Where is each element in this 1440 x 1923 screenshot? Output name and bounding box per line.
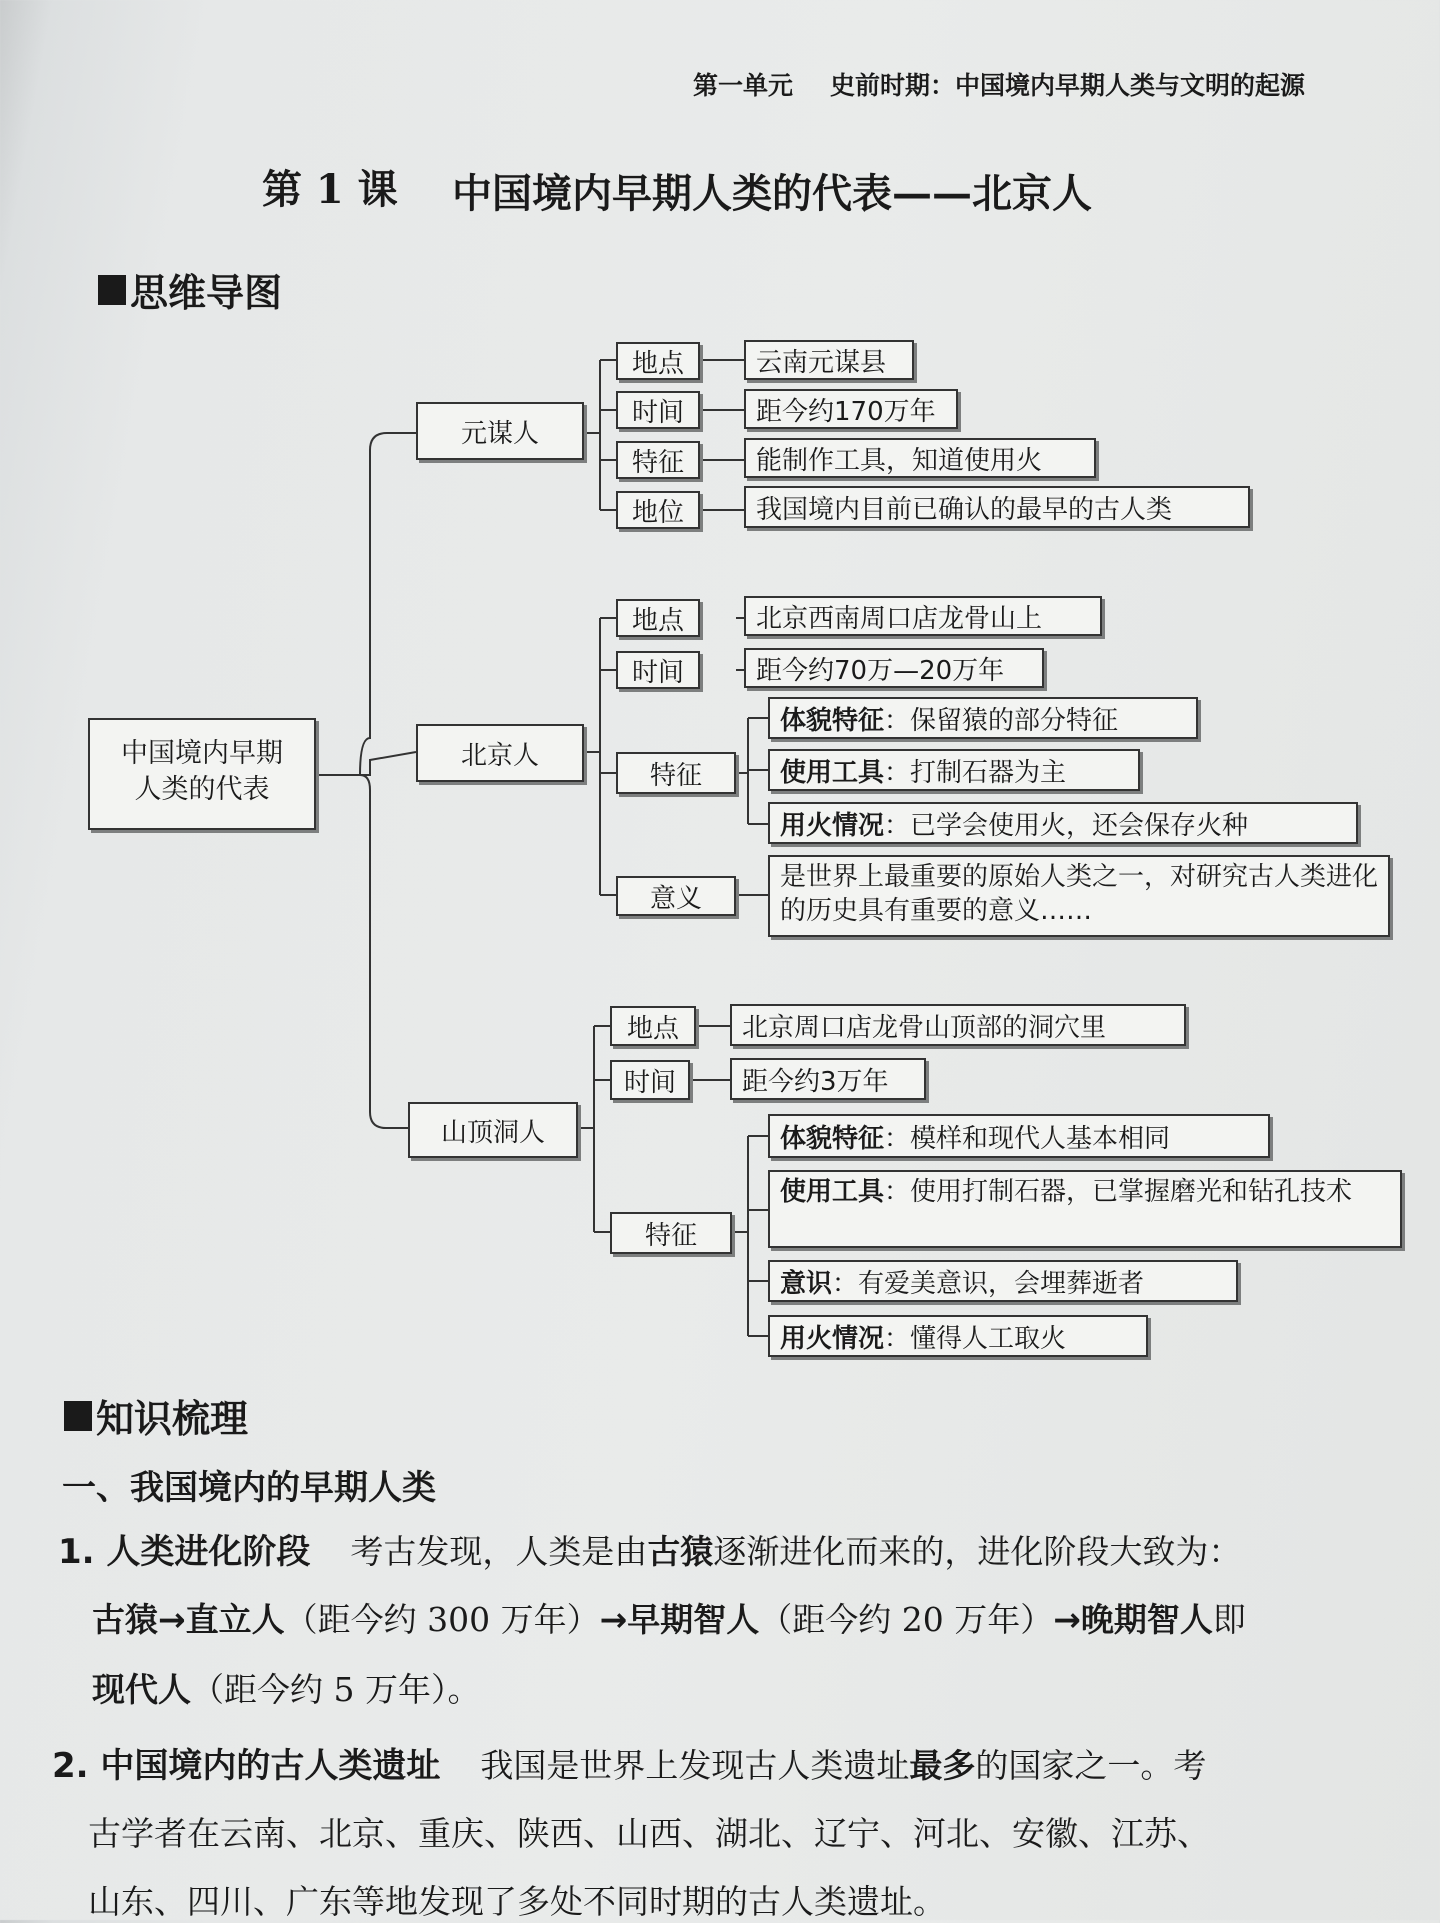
beijing-place-value: 北京西南周口店龙骨山上 — [744, 596, 1102, 636]
evolution-bold-ape: 古猿 — [647, 1532, 714, 1571]
sites-line-1 — [52, 1738, 1206, 1787]
evolution-date-1: （距今约 300 万年） — [284, 1600, 600, 1639]
unit-title: 史前时期：中国境内早期人类与文明的起源 — [830, 71, 1306, 100]
beijing-significance-key: 意义 — [616, 876, 736, 916]
evolution-ji: 即 — [1212, 1600, 1246, 1639]
evolution-line-3 — [92, 1664, 480, 1711]
shanding-time-key: 时间 — [610, 1060, 690, 1100]
yuanmou-time-value: 距今约170万年 — [744, 389, 958, 429]
shanding-tools-value: ：使用打制石器，已掌握磨光和钻孔技术 — [884, 1177, 1353, 1207]
unit-label: 第一单元 — [693, 71, 794, 100]
evolution-line-2 — [92, 1594, 1246, 1641]
heading-square-icon — [64, 1401, 92, 1431]
shanding-awareness-key: 意识 — [780, 1268, 833, 1299]
knowledge-heading — [64, 1388, 248, 1443]
shanding-appearance-key: 体貌特征 — [780, 1123, 885, 1154]
evolution-text-a: 考古发现，人类是由 — [350, 1532, 648, 1571]
beijing-appearance-value: ：保留猿的部分特征 — [884, 705, 1119, 736]
sites-line-3: 山东、四川、广东等地发现了多处不同时期的古人类遗址。 — [88, 1882, 946, 1921]
evolution-date-2: （距今约 20 万年） — [759, 1600, 1054, 1639]
shanding-awareness-value: ：有爱美意识，会埋葬逝者 — [832, 1268, 1145, 1299]
yuanmou-status-value: 我国境内目前已确认的最早的古人类 — [744, 486, 1250, 528]
shanding-feature-key: 特征 — [610, 1212, 732, 1254]
evolution-stage-2: →早期智人 — [599, 1600, 760, 1639]
beijing-feature-fire — [768, 802, 1358, 844]
yuanmou-feature-value: 能制作工具，知道使用火 — [744, 438, 1096, 478]
shanding-appearance-value: ：模样和现代人基本相同 — [884, 1123, 1171, 1154]
beijing-feature-appearance — [768, 697, 1198, 739]
beijing-fire-value: ：已学会使用火，还会保存火种 — [884, 810, 1249, 841]
beijing-fire-key: 用火情况 — [780, 810, 885, 841]
node-shanding: 山顶洞人 — [408, 1102, 578, 1158]
beijing-significance-value: 是世界上最重要的原始人类之一，对研究古人类进化的历史具有重要的意义…… — [768, 855, 1390, 937]
sites-bold-most: 最多 — [909, 1746, 976, 1785]
knowledge-heading-text: 知识梳理 — [96, 1397, 249, 1441]
shanding-tools-key: 使用工具 — [780, 1177, 885, 1207]
node-yuanmou: 元谋人 — [416, 402, 584, 460]
evolution-stage-1: 古猿→直立人 — [92, 1600, 285, 1639]
yuanmou-status-key: 地位 — [616, 491, 700, 529]
evolution-label: 1. 人类进化阶段 — [58, 1532, 311, 1572]
evolution-text-c: 逐渐进化而来的，进化阶段大致为： — [713, 1532, 1242, 1571]
lesson-title: 中国境内早期人类的代表——北京人 — [452, 170, 1092, 217]
shanding-fire-value: ：懂得人工取火 — [884, 1323, 1067, 1354]
evolution-line-1 — [58, 1524, 1241, 1573]
shanding-feature-fire — [768, 1315, 1148, 1357]
beijing-feature-key: 特征 — [616, 752, 736, 794]
beijing-feature-tools — [768, 749, 1140, 791]
sites-text-c: 的国家之一。考 — [975, 1746, 1207, 1785]
evolution-date-3: （距今约 5 万年）。 — [191, 1670, 481, 1709]
beijing-time-value: 距今约70万—20万年 — [744, 648, 1044, 688]
sites-label: 2. 中国境内的古人类遗址 — [52, 1746, 441, 1786]
shanding-feature-appearance — [768, 1114, 1270, 1158]
mindmap-root: 中国境内早期 人类的代表 — [88, 718, 316, 830]
evolution-stage-3: →晚期智人 — [1053, 1600, 1213, 1639]
yuanmou-place-value: 云南元谋县 — [744, 340, 914, 380]
mindmap-heading-text: 思维导图 — [130, 271, 283, 315]
shanding-fire-key: 用火情况 — [780, 1323, 885, 1354]
sites-line-2: 古学者在云南、北京、重庆、陕西、山西、湖北、辽宁、河北、安徽、江苏、 — [88, 1814, 1210, 1853]
section-heading: 一、我国境内的早期人类 — [62, 1468, 436, 1508]
yuanmou-time-key: 时间 — [616, 391, 700, 429]
node-beijing: 北京人 — [416, 724, 584, 782]
beijing-appearance-key: 体貌特征 — [780, 705, 885, 736]
shanding-feature-tools — [768, 1170, 1402, 1248]
shanding-feature-awareness — [768, 1260, 1238, 1302]
lesson-number: 第 1 课 — [262, 166, 398, 213]
beijing-place-key: 地点 — [616, 599, 700, 637]
yuanmou-feature-key: 特征 — [616, 441, 700, 479]
shanding-place-value: 北京周口店龙骨山顶部的洞穴里 — [730, 1004, 1186, 1046]
sites-text-a: 我国是世界上发现古人类遗址 — [480, 1746, 910, 1785]
beijing-tools-key: 使用工具 — [780, 757, 885, 788]
shanding-time-value: 距今约3万年 — [730, 1058, 926, 1100]
yuanmou-place-key: 地点 — [616, 342, 700, 380]
shanding-place-key: 地点 — [610, 1006, 696, 1046]
beijing-tools-value: ：打制石器为主 — [884, 757, 1067, 788]
beijing-time-key: 时间 — [616, 651, 700, 689]
evolution-stage-4: 现代人 — [92, 1670, 191, 1709]
